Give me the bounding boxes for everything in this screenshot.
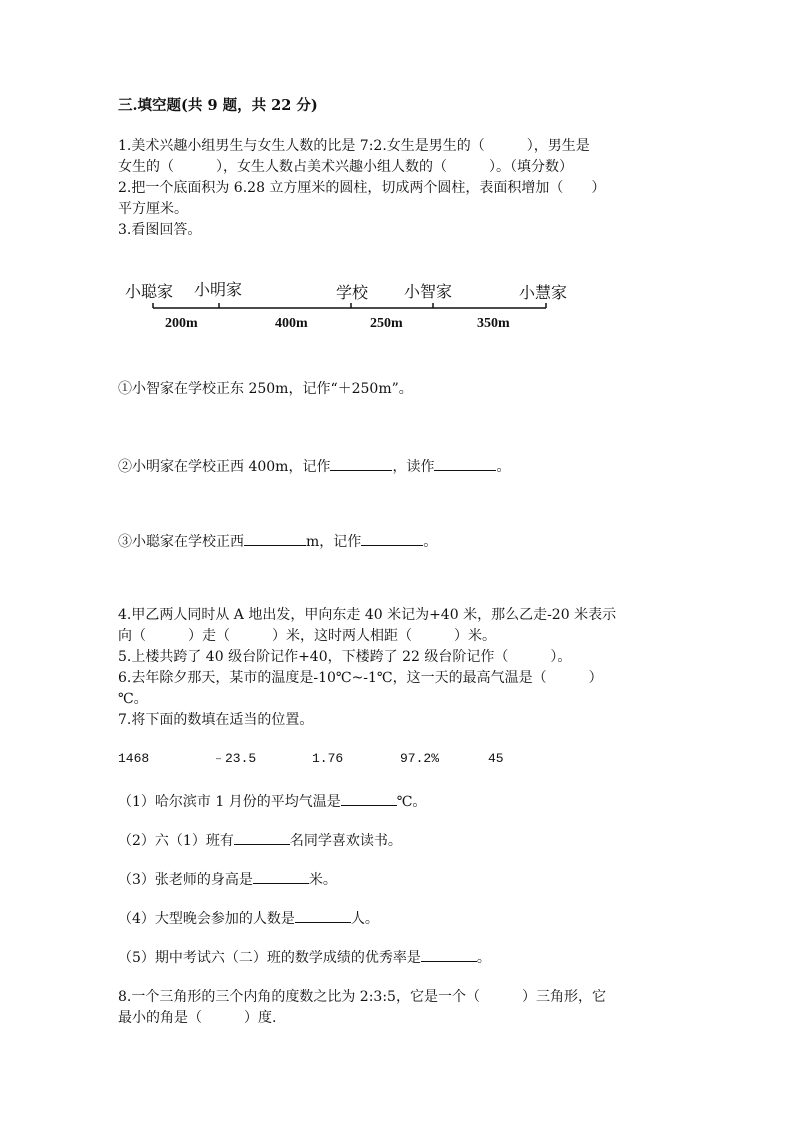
answer-blank[interactable] [361, 531, 423, 546]
item-suffix: 名同学喜欢读书。 [289, 833, 402, 849]
question-8-line-1: 8.一个三角形的三个内角的度数之比为 2:3:5，它是一个（ ）三角形，它 [118, 989, 606, 1005]
answer-blank[interactable] [434, 456, 496, 471]
sub-3-text-a: ③小聪家在学校正西 [118, 534, 244, 550]
question-8-line-2: 最小的角是（ ）度. [118, 1010, 277, 1026]
sub-2-text-c: 。 [496, 459, 511, 475]
answer-blank[interactable] [244, 531, 306, 546]
place-label: 学校 [336, 283, 369, 302]
question-3-sub-2 [118, 456, 510, 476]
place-label: 小慧家 [519, 283, 568, 302]
item-text: （2）六（1）班有 [118, 833, 234, 849]
question-3-sub-1: ①小智家在学校正东 250m，记作“＋250m”。 [118, 381, 413, 397]
place-label: 小明家 [194, 280, 243, 299]
distance-diagram [118, 276, 588, 346]
sub-2-text-a: ②小明家在学校正西 400m，记作 [118, 459, 331, 475]
item-suffix: 米。 [308, 872, 337, 888]
question-4-line-1: 4.甲乙两人同时从 A 地出发，甲向东走 40 米记为+40 米，那么乙走-20 米表示 [118, 607, 617, 623]
section-title: 三.填空题(共 9 题，共 22 分) [118, 97, 318, 114]
distance-label: 200m [165, 316, 198, 331]
number-option: 1.76 [312, 751, 344, 766]
sub-3-text-b: m，记作 [306, 534, 362, 550]
distance-label: 350m [477, 316, 510, 331]
question-7-item [118, 869, 337, 889]
question-2-line-2: 平方厘米。 [118, 201, 188, 217]
number-option: 1468 [118, 751, 150, 766]
number-option: ﹣23.5 [212, 751, 257, 766]
question-3-title: 3.看图回答。 [118, 222, 202, 238]
answer-blank[interactable] [421, 947, 477, 962]
number-option: 45 [488, 751, 504, 766]
question-1-line-2: 女生的（ ），女生人数占美术兴趣小组人数的（ ）。（填分数） [118, 159, 573, 175]
number-option: 97.2% [400, 751, 440, 766]
question-6-line-2: ℃。 [118, 691, 148, 707]
answer-blank[interactable] [341, 791, 397, 806]
question-3-sub-3 [118, 531, 437, 551]
item-suffix: 。 [476, 950, 491, 966]
question-7-item [118, 791, 426, 811]
question-4-line-2: 向（ ）走（ ）米，这时两人相距（ ）米。 [118, 628, 496, 644]
distance-label: 250m [370, 316, 403, 331]
item-suffix: 人。 [350, 911, 379, 927]
question-6-line-1: 6.去年除夕那天，某市的温度是-10℃~-1℃，这一天的最高气温是（ ） [118, 670, 603, 686]
sub-3-text-c: 。 [423, 534, 438, 550]
answer-blank[interactable] [330, 456, 392, 471]
question-7-item [118, 947, 491, 967]
answer-blank[interactable] [253, 869, 309, 884]
question-7-item [118, 908, 379, 928]
question-7-title: 7.将下面的数填在适当的位置。 [118, 712, 314, 728]
question-1-line-1: 1.美术兴趣小组男生与女生人数的比是 7:2.女生是男生的（ ），男生是 [118, 138, 590, 154]
place-label: 小智家 [404, 282, 453, 301]
answer-blank[interactable] [295, 908, 351, 923]
item-text: （1）哈尔滨市 1 月份的平均气温是 [118, 794, 341, 810]
question-7-item [118, 830, 402, 850]
sub-2-text-b: ，读作 [392, 459, 435, 475]
item-suffix: ℃。 [396, 794, 427, 810]
item-text: （4）大型晚会参加的人数是 [118, 911, 295, 927]
question-2-line-1: 2.把一个底面积为 6.28 立方厘米的圆柱，切成两个圆柱，表面积增加（ ） [118, 180, 606, 196]
item-text: （3）张老师的身高是 [118, 872, 253, 888]
item-text: （5）期中考试六（二）班的数学成绩的优秀率是 [118, 950, 421, 966]
question-5: 5.上楼共跨了 40 级台阶记作+40，下楼跨了 22 级台阶记作（ ）。 [118, 649, 572, 665]
answer-blank[interactable] [234, 830, 290, 845]
place-label: 小聪家 [125, 282, 174, 301]
distance-label: 400m [275, 316, 308, 331]
